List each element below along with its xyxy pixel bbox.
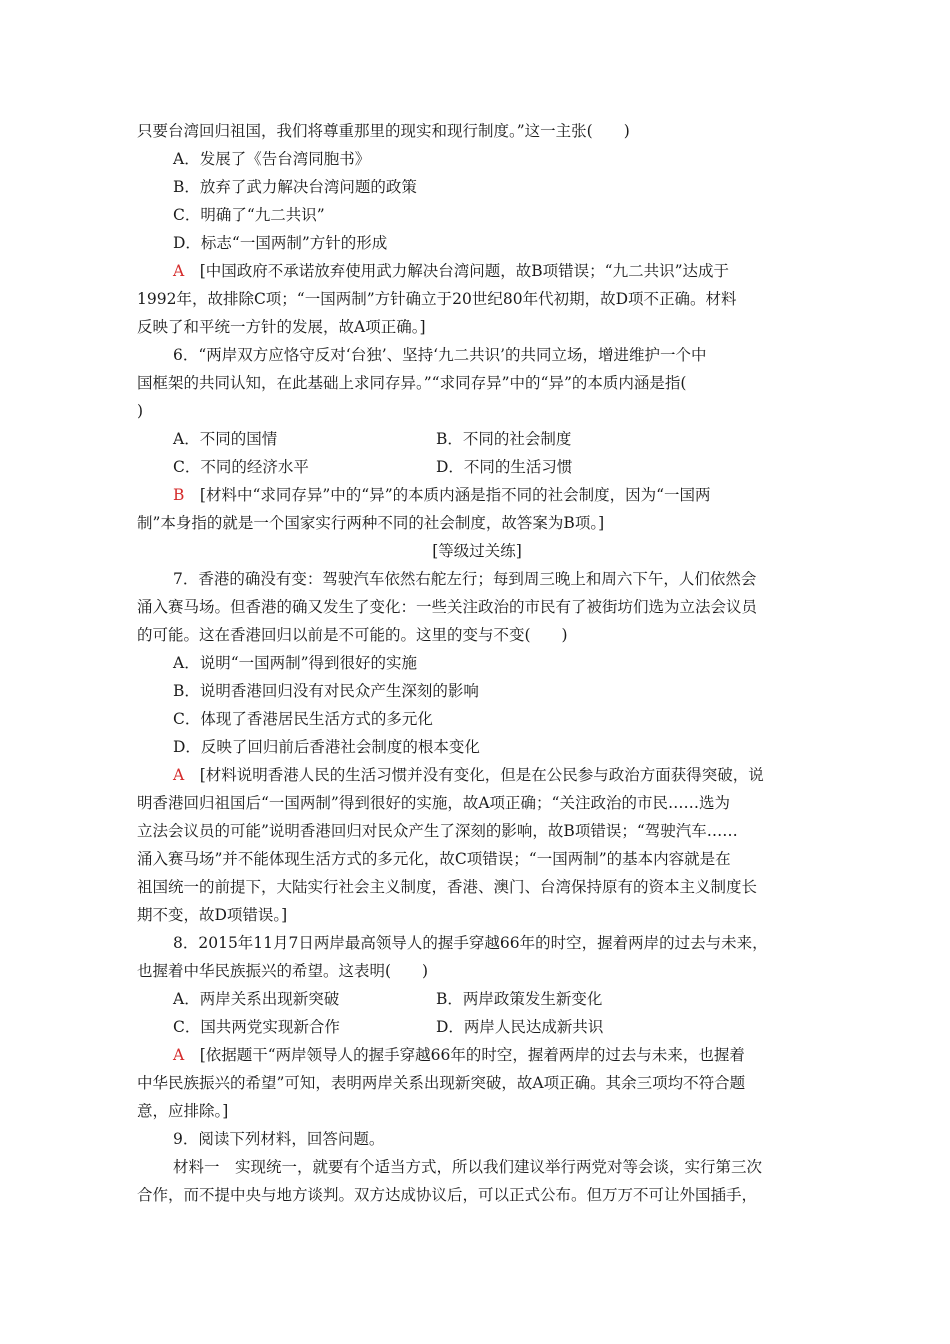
q8-explanation-line: 意，应排除。] [137,1102,229,1120]
q6-option-b: B．不同的社会制度 [436,430,572,448]
section-title: [等级过关练] [432,542,522,560]
q6-stem-line: ) [137,402,144,420]
q7-stem-line: 的可能。这在香港回归以前是不可能的。这里的变与不变( ) [137,626,568,644]
q8-explanation-line [137,1041,817,1069]
q5-stem-line: 只要台湾回归祖国，我们将尊重那里的现实和现行制度。”这一主张( ) [137,122,630,140]
q6-explanation-line [137,481,817,509]
q6-explanation-text: [材料中“求同存异”中的“异”的本质内涵是指不同的社会制度，因为“一国两 [184,486,711,504]
q5-answer-letter: A [173,262,185,280]
q8-option-b: B．两岸政策发生新变化 [436,990,603,1008]
q9-material-line: 合作，而不提中央与地方谈判。双方达成协议后，可以正式公布。但万万不可让外国插手， [137,1186,758,1204]
q5-explanation-line: 1992年，故排除C项；“一国两制”方针确立于20世纪80年代初期，故D项不正确。材料 [137,290,737,308]
q6-option-d: D．不同的生活习惯 [436,458,573,476]
q7-explanation-line: 明香港回归祖国后“一国两制”得到很好的实施，故A项正确；“关注政治的市民……选为 [137,794,730,812]
q7-option-b: B．说明香港回归没有对民众产生深刻的影响 [173,682,479,700]
q5-explanation-text: [中国政府不承诺放弃使用武力解决台湾问题，故B项错误；“九二共识”达成于 [184,262,729,280]
q5-option-c: C．明确了“九二共识” [173,206,325,224]
q6-option-c: C．不同的经济水平 [173,458,309,476]
q5-explanation-line [137,257,817,285]
q8-stem-line: 也握着中华民族振兴的希望。这表明( ) [137,962,429,980]
q5-option-b: B．放弃了武力解决台湾问题的政策 [173,178,417,196]
q7-option-c: C．体现了香港居民生活方式的多元化 [173,710,433,728]
q6-option-row [137,453,817,481]
q8-option-c: C．国共两党实现新合作 [173,1018,340,1036]
q8-option-a: A．两岸关系出现新突破 [173,990,340,1008]
q7-explanation-line: 立法会议员的可能”说明香港回归对民众产生了深刻的影响，故B项错误；“驾驶汽车…… [137,822,738,840]
q7-explanation-line: 祖国统一的前提下，大陆实行社会主义制度，香港、澳门、台湾保持原有的资本主义制度长 [137,878,758,896]
q8-explanation-text: [依据题干“两岸领导人的握手穿越66年的时空，握着两岸的过去与未来，也握着 [184,1046,745,1064]
q8-option-row [137,1013,817,1041]
q7-explanation-line: 涌入赛马场”并不能体现生活方式的多元化，故C项错误；“一国两制”的基本内容就是在 [137,850,731,868]
q8-option-d: D．两岸人民达成新共识 [436,1018,604,1036]
q6-option-row [137,425,817,453]
q7-option-d: D．反映了回归前后香港社会制度的根本变化 [173,738,480,756]
q6-explanation-line: 制”本身指的就是一个国家实行两种不同的社会制度，故答案为B项。] [137,514,605,532]
q7-option-a: A．说明“一国两制”得到很好的实施 [173,654,418,672]
q8-option-row [137,985,817,1013]
q9-material-line: 材料一 实现统一，就要有个适当方式，所以我们建议举行两党对等会谈，实行第三次 [173,1158,763,1176]
q6-answer-letter: B [173,486,185,504]
q7-answer-letter: A [173,766,185,784]
q6-stem-line: 6．“两岸双方应恪守反对‘台独’、坚持‘九二共识’的共同立场，增进维护一个中 [173,346,707,364]
q7-stem-line: 7．香港的确没有变：驾驶汽车依然右舵左行；每到周三晚上和周六下午，人们依然会 [173,570,757,588]
q5-explanation-line: 反映了和平统一方针的发展，故A项正确。] [137,318,426,336]
q7-explanation-line: 期不变，故D项错误。] [137,906,288,924]
q8-answer-letter: A [173,1046,185,1064]
document-page [137,117,817,1209]
q9-stem: 9．阅读下列材料，回答问题。 [173,1130,385,1148]
q8-stem-line: 8．2015年11月7日两岸最高领导人的握手穿越66年的时空，握着两岸的过去与未来， [173,934,768,952]
q6-stem-line: 国框架的共同认知，在此基础上求同存异。”“求同存异”中的“异”的本质内涵是指( [137,374,687,392]
q5-option-a: A．发展了《告台湾同胞书》 [173,150,371,168]
q8-explanation-line: 中华民族振兴的希望”可知，表明两岸关系出现新突破，故A项正确。其余三项均不符合题 [137,1074,746,1092]
q7-explanation-text: [材料说明香港人民的生活习惯并没有变化，但是在公民参与政治方面获得突破，说 [184,766,764,784]
q7-stem-line: 涌入赛马场。但香港的确又发生了变化：一些关注政治的市民有了被街坊们选为立法会议员 [137,598,758,616]
q7-explanation-line [137,761,817,789]
q6-option-a: A．不同的国情 [173,430,278,448]
q5-option-d: D．标志“一国两制”方针的形成 [173,234,388,252]
